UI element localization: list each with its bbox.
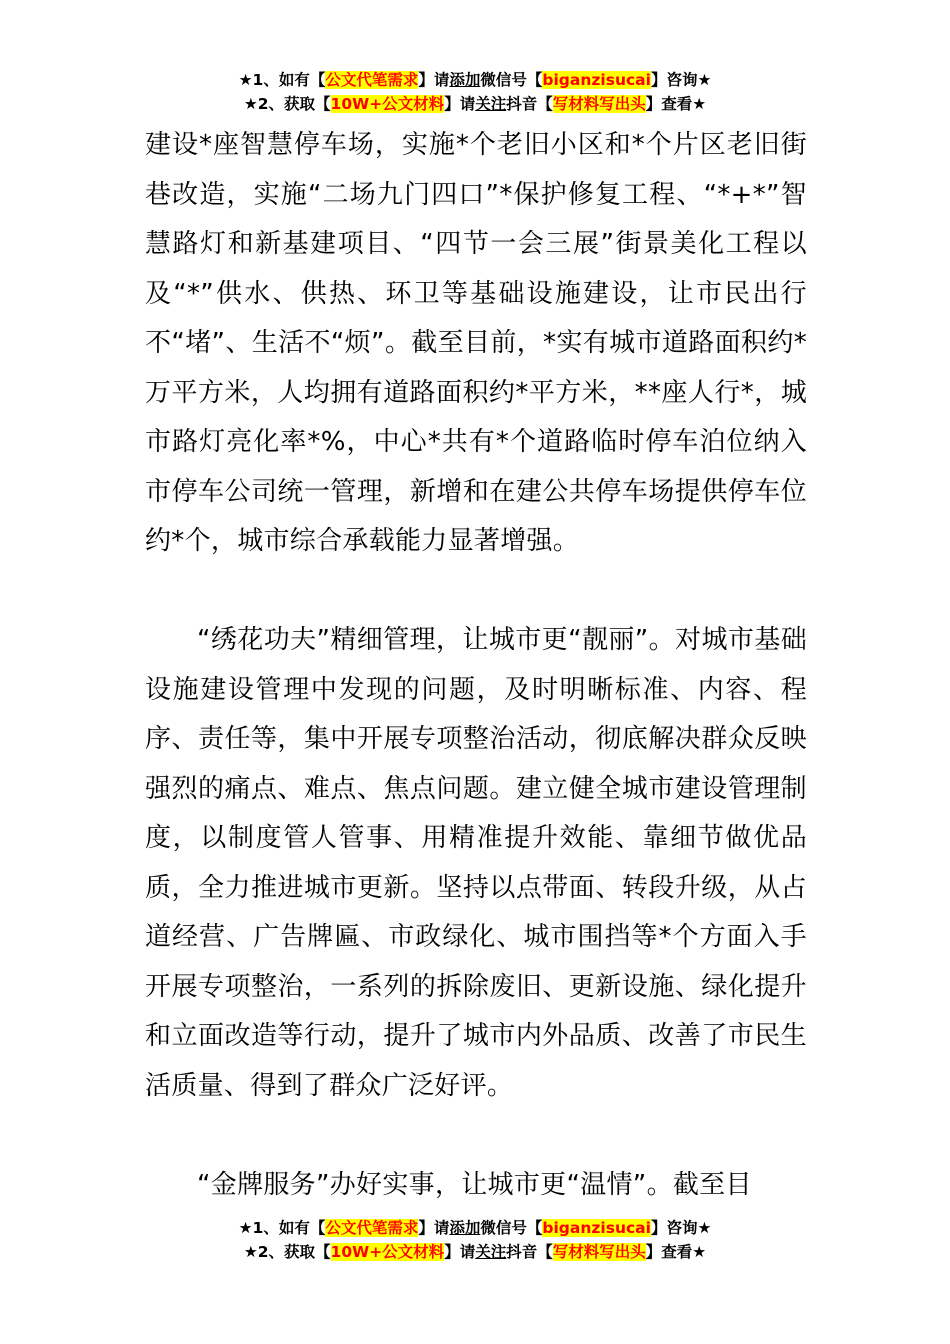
paragraph-2: “绣花功夫”精细管理，让城市更“靓丽”。对城市基础设施建设管理中发现的问题，及时明晰标准、内容、程序、责任等，集中开展专项整治活动，彻底解决群众反映强烈的痛点、难点、焦点问题。建立健全城市建设管理制度，以制度管人管事、用精准提升效能、靠细节做优品质，全力推进城市更新。坚持以点带面、转段升级，从占道经营、广告牌匾、市政绿化、城市围挡等*个方面入手开展专项整治，一系列的拆除废旧、更新设施、绿化提升和立面改造等行动，提升了城市内外品质、改善了市民生活质量、得到了群众广泛好评。 — [145, 625, 807, 1101]
paragraph-3: “金牌服务”办好实事，让城市更“温情”。截至目 — [197, 1169, 752, 1200]
promo-line-2: ★2、获取【10W+公文材料】请关注抖音【写材料写出头】查看★ — [243, 1243, 707, 1261]
promo-wechat-id: biganzisucai — [542, 1219, 651, 1237]
paragraph-1: 建设*座智慧停车场，实施*个老旧小区和*个片区老旧街巷改造，实施“二场九门四口”*保护修复工程、“*+*”智慧路灯和新基建项目、“四节一会三展”街景美化工程以及“*”供水、供热、环卫等基础设施建设，让市民出行不“堵”、生活不“烦”。截至目前，*实有城市道路面积约*万平方米，人均拥有道路面积约*平方米，**座人行*，城市路灯亮化率*%，中心*共有*个道路临时停车泊位纳入市停车公司统一管理，新增和在建公共停车场提供停车位约*个，城市综合承载能力显著增强。 — [145, 130, 807, 556]
promo-highlight: 公文代笔需求 — [325, 71, 419, 89]
promo-line-1: ★1、如有【公文代笔需求】请添加微信号【biganzisucai】咨询★ — [238, 1219, 712, 1237]
paragraph-spacer — [145, 1111, 807, 1161]
promo-highlight: 公文代笔需求 — [325, 1219, 419, 1237]
promo-douyin-account: 写材料写出头 — [552, 1243, 646, 1261]
paragraph-spacer — [145, 567, 807, 617]
promo-line-2: ★2、获取【10W+公文材料】请关注抖音【写材料写出头】查看★ — [243, 95, 707, 113]
promo-highlight: 10W+公文材料 — [330, 95, 445, 113]
promo-douyin-account: 写材料写出头 — [552, 95, 646, 113]
document-body — [145, 121, 807, 1210]
promo-highlight: 10W+公文材料 — [330, 1243, 445, 1261]
promo-wechat-id: biganzisucai — [542, 71, 651, 89]
footer-promo-banner — [0, 1216, 950, 1264]
header-promo-banner — [0, 68, 950, 116]
promo-line-1: ★1、如有【公文代笔需求】请添加微信号【biganzisucai】咨询★ — [238, 71, 712, 89]
